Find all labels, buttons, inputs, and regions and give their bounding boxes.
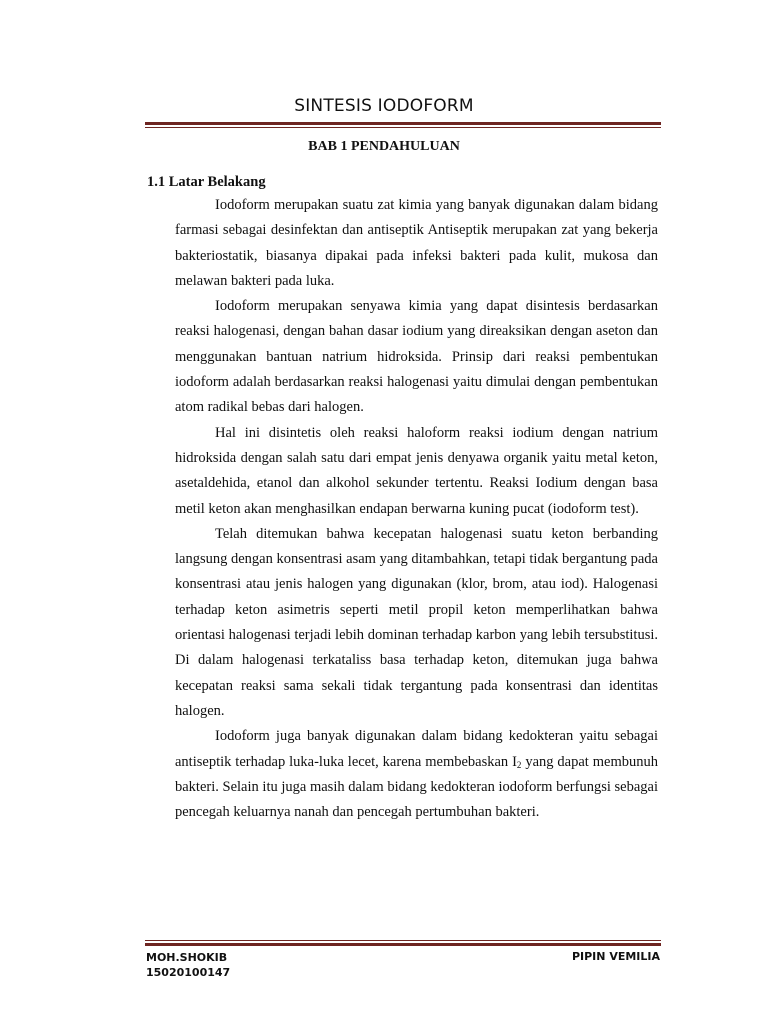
- paragraph-3: Hal ini disintetis oleh reaksi haloform reaksi iodium dengan natrium hidroksida dengan salah satu dari empat jenis denyawa organik yaitu metal keton, asetaldehida, etanol dan alkohol sekunder tertentu. Reaksi Iodium dengan basa metil keton akan menghasilkan endapan berwarna kuning pucat (iodoform test).: [175, 424, 658, 517]
- iodine-subscript: 2: [516, 759, 522, 770]
- chapter-heading: BAB 1 PENDAHULUAN: [308, 139, 460, 154]
- body-text: [175, 193, 658, 825]
- section-heading: 1.1 Latar Belakang: [147, 174, 266, 190]
- paragraph-2: Iodoform merupakan senyawa kimia yang dapat disintesis berdasarkan reaksi halogenasi, dengan bahan dasar iodium yang direaksikan dengan aseton dan menggunakan bantuan natrium hidroksida. Prinsip dari reaksi pembentukan iodoform adalah berdasarkan reaksi halogenasi yaitu dimulai dengan pembentukan atom radikal bebas dari halogen.: [175, 298, 658, 416]
- paragraph-5: [175, 724, 658, 825]
- footer-author: MOH.SHOKIB: [146, 951, 228, 964]
- paragraph-1: Iodoform merupakan suatu zat kimia yang banyak digunakan dalam bidang farmasi sebagai desinfektan dan antiseptik Antiseptik merupakan zat yang bekerja bakteriostatik, biasanya dipakai pada infeksi bakteri pada kulit, mukosa dan melawan bakteri pada luka.: [175, 197, 658, 289]
- paragraph-4: Telah ditemukan bahwa kecepatan halogenasi suatu keton berbanding langsung dengan konsentrasi asam yang ditambahkan, tetapi tidak bergantung pada konsentrasi atau jenis halogen yang digunakan (klor, brom, atau iod). Halogenasi terhadap keton asimetris seperti metil propil keton memperlihatkan bahwa orientasi halogenasi terjadi lebih dominan terhadap karbon yang lebih tersubstitusi. Di dalam halogenasi terkataliss basa terhadap keton, ditemukan juga bahwa kecepatan reaksi sama sekali tidak tergantung pada konsentrasi dan identitas halogen.: [175, 525, 658, 719]
- footer-student-id: 15020100147: [146, 966, 231, 979]
- page-title: SINTESIS IODOFORM: [294, 96, 474, 116]
- footer-author-block: [146, 950, 230, 980]
- header-divider: [145, 122, 661, 128]
- paragraph-5-part-1: Iodoform juga banyak digunakan dalam bidang kedokteran yaitu sebagai antiseptik terhadap luka-luka lecet, karena membebaskan I: [175, 728, 658, 770]
- paragraph-5-part-2: yang dapat membunuh bakteri. Selain itu juga masih dalam bidang kedokteran iodoform berfungsi sebagai pencegah keluarnya nanah dan pencegah pertumbuhan bakteri.: [175, 753, 658, 821]
- footer-divider: [145, 940, 661, 946]
- footer-right-name: PIPIN VEMILIA: [571, 950, 660, 963]
